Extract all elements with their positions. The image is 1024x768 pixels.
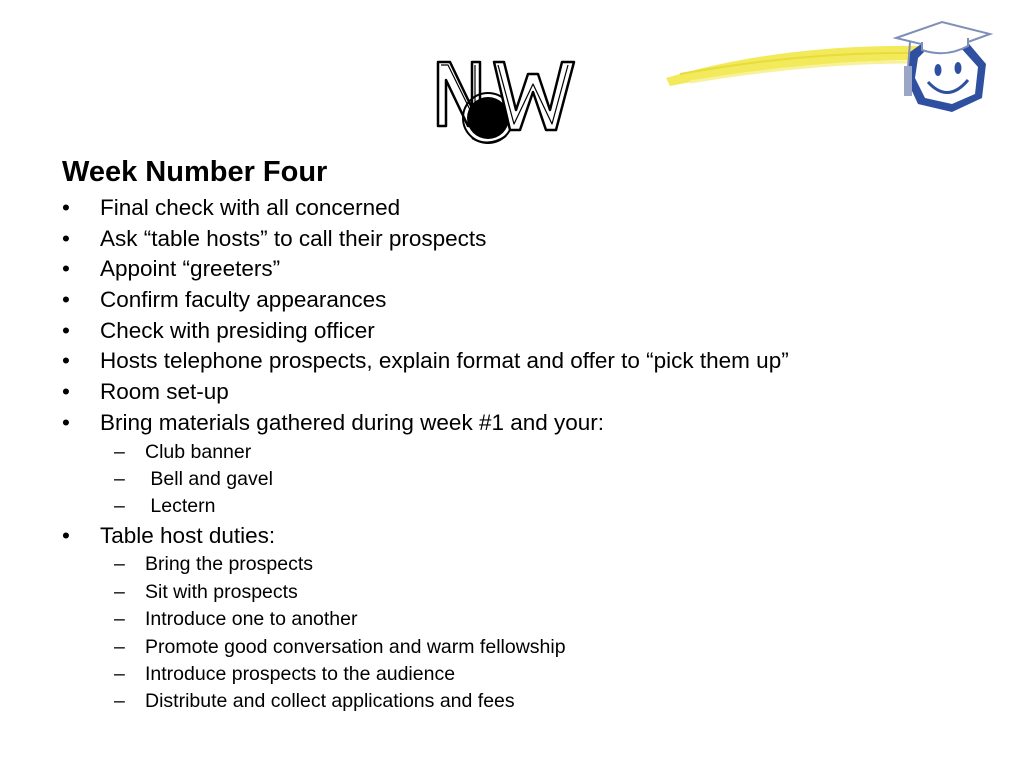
bullet-marker: • xyxy=(62,256,70,282)
bullet-item xyxy=(62,316,1002,347)
sub-bullet-text: Bell and gavel xyxy=(145,467,273,490)
bullet-list xyxy=(62,193,1002,716)
sub-bullet-item xyxy=(62,688,1002,715)
sub-bullet-item xyxy=(62,466,1002,493)
bullet-text: Check with presiding officer xyxy=(100,317,375,343)
bullet-item xyxy=(62,346,1002,377)
sub-bullet-item xyxy=(62,439,1002,466)
dash-marker: – xyxy=(114,580,125,603)
dash-marker: – xyxy=(114,467,125,490)
now-logo xyxy=(432,52,584,148)
sub-bullet-item xyxy=(62,661,1002,688)
bullet-text: Table host duties: xyxy=(100,522,276,548)
bullet-marker: • xyxy=(62,409,70,435)
sub-bullet-text: Introduce one to another xyxy=(145,608,358,631)
bullet-marker: • xyxy=(62,379,70,405)
bullet-text: Appoint “greeters” xyxy=(100,256,281,282)
sub-bullet-text: Promote good conversation and warm fellowship xyxy=(145,635,566,658)
dash-marker: – xyxy=(114,662,125,685)
bullet-item xyxy=(62,193,1002,224)
slide-heading: Week Number Four xyxy=(62,156,328,188)
dash-marker: – xyxy=(114,440,125,463)
bullet-item xyxy=(62,224,1002,255)
bullet-marker: • xyxy=(62,195,70,220)
bullet-text: Bring materials gathered during week #1 and your: xyxy=(100,409,605,435)
bullet-item xyxy=(62,285,1002,316)
bullet-text: Ask “table hosts” to call their prospects xyxy=(100,225,487,251)
bullet-item xyxy=(62,521,1002,552)
sub-bullet-item xyxy=(62,579,1002,606)
bullet-marker: • xyxy=(62,317,70,343)
bullet-item xyxy=(62,377,1002,408)
dash-marker: – xyxy=(114,690,125,713)
bullet-text: Confirm faculty appearances xyxy=(100,287,387,313)
bullet-text: Final check with all concerned xyxy=(100,195,401,220)
graduation-cap-smiley-icon xyxy=(660,20,1000,112)
bullet-item xyxy=(62,408,1002,439)
bullet-marker: • xyxy=(62,225,70,251)
bullet-text: Hosts telephone prospects, explain format and offer to “pick them up” xyxy=(100,348,789,374)
sub-bullet-item xyxy=(62,493,1002,520)
bullet-item xyxy=(62,254,1002,285)
bullet-marker: • xyxy=(62,348,70,374)
sub-bullet-item xyxy=(62,551,1002,578)
sub-bullet-text: Introduce prospects to the audience xyxy=(145,662,456,685)
sub-bullet-text: Bring the prospects xyxy=(145,553,314,576)
dash-marker: – xyxy=(114,635,125,658)
dash-marker: – xyxy=(114,495,125,518)
bullet-text: Room set-up xyxy=(100,379,229,405)
dash-marker: – xyxy=(114,608,125,631)
sub-bullet-text: Lectern xyxy=(145,495,216,518)
dash-marker: – xyxy=(114,553,125,576)
sub-bullet-text: Distribute and collect applications and fees xyxy=(145,690,515,713)
sub-bullet-text: Club banner xyxy=(145,440,252,463)
sub-bullet-item xyxy=(62,606,1002,633)
sub-bullet-text: Sit with prospects xyxy=(145,580,298,603)
bullet-marker: • xyxy=(62,287,70,313)
bullet-marker: • xyxy=(62,522,70,548)
sub-bullet-item xyxy=(62,634,1002,661)
